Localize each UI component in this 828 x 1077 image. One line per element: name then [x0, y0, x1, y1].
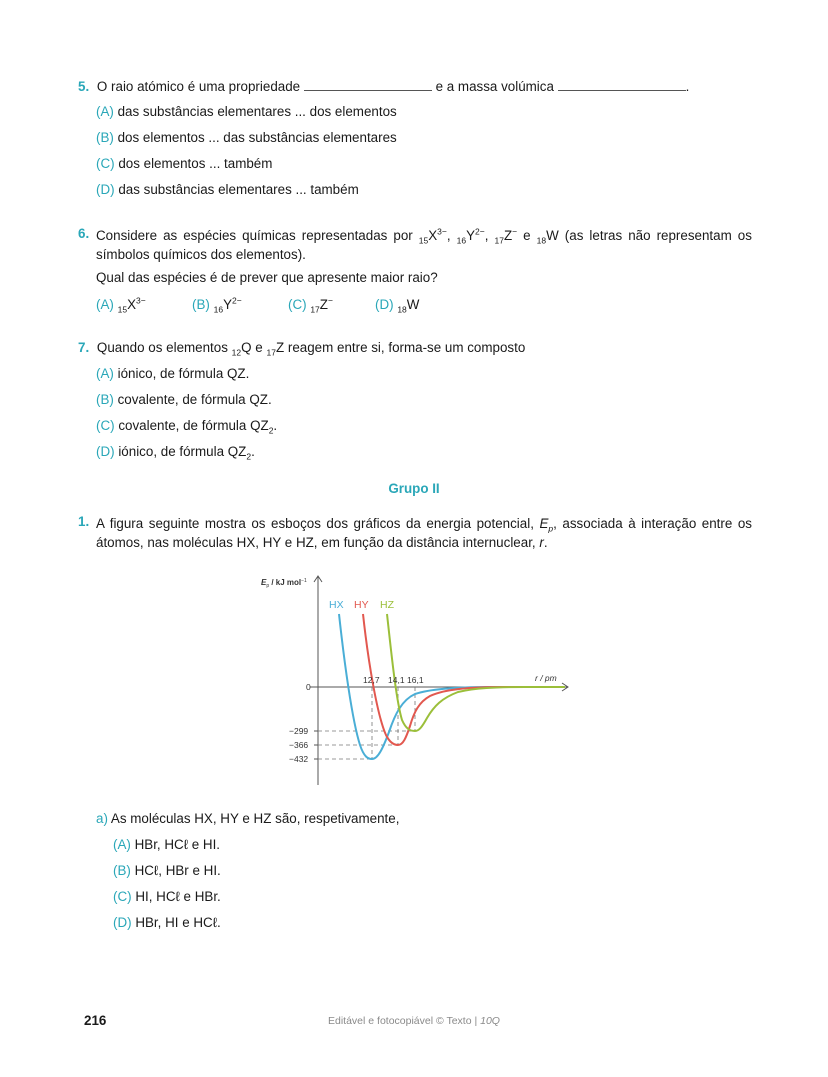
- legend-hy: HY: [354, 599, 369, 611]
- species-z: $_{17}$Z−: [494, 226, 518, 246]
- x-tick-12-7: 12,7: [363, 675, 380, 685]
- question-number: 6.: [78, 226, 90, 241]
- svg-text:Ep / kJ mol−1: $E_p$ / kJ mol$^{-1}$: [261, 578, 307, 589]
- q6-option-b: (B) $_{16}Y^{2-}$: [192, 295, 242, 315]
- y-tick-366: −366: [289, 740, 309, 750]
- question-6-stem: Considere as espécies químicas representadas por $_{15}X^{3-}$, $_{16}Y^{2-}$, $_{17}$Z− e $_{18}$W (as letras não representam os símbolos químicos dos elementos).: [96, 226, 752, 262]
- chart-ticks: [314, 731, 318, 759]
- q6-option-d: (D) $_{18}$W: [375, 297, 420, 315]
- q7-option-a: (A) iónico, de fórmula QZ.: [96, 366, 250, 381]
- option-text: dos elementos ... também: [118, 156, 273, 171]
- group2-question-1-stem: A figura seguinte mostra os esboços dos gráficos da energia potencial, $E_p$, associada à interação entre os átomos, nas moléculas HX, HY e HZ, em função da distância internuclear, r.: [96, 516, 752, 550]
- chart-y-label: [261, 578, 307, 589]
- subquestion-a-stem: a) As moléculas HX, HY e HZ são, respetivamente,: [96, 811, 400, 826]
- x-tick-14-1: 14,1: [388, 675, 405, 685]
- q7-option-c: (C) covalente, de fórmula $QZ_2$.: [96, 418, 278, 436]
- option-letter: (D): [96, 182, 115, 197]
- x-tick-16-1: 16,1: [407, 675, 424, 685]
- y-tick-299: −299: [289, 726, 309, 736]
- q6-option-a: (A) $_{15}X^{3-}$: [96, 295, 146, 315]
- y-tick-0: 0: [306, 682, 311, 692]
- sub-a-option-a: (A) HBr, HCℓ e HI.: [113, 837, 221, 852]
- q6-option-c: (C) $_{17}$Z−: [288, 295, 333, 315]
- question-text: (as letras não representam os símbolos químicos dos elementos).: [96, 228, 752, 262]
- sub-a-option-d: (D) HBr, HI e HCℓ.: [113, 915, 221, 930]
- chart-x-label: r / pm: [535, 673, 557, 683]
- sub-a-option-b: (B) HCℓ, HBr e HI.: [113, 863, 221, 878]
- question-6-prompt: Qual das espécies é de prever que apresente maior raio?: [96, 270, 438, 285]
- species-w: $_{18}$W: [536, 228, 559, 246]
- chart-axes: [310, 576, 568, 785]
- option-text: dos elementos ... das substâncias elementares: [117, 130, 397, 145]
- species-y: $_{16}Y^{2-}$: [456, 226, 485, 246]
- group-title: Grupo II: [388, 481, 440, 496]
- q7-option-d: (D) iónico, de fórmula $QZ_2$.: [96, 444, 255, 462]
- legend-hz: HZ: [380, 599, 394, 611]
- sub-a-option-c: (C) HI, HCℓ e HBr.: [113, 889, 221, 904]
- chart-guide-lines: [318, 687, 415, 759]
- question-text: Considere as espécies químicas representadas por: [96, 228, 413, 243]
- footer-copyright: Editável e fotocopiável © Texto | 10Q: [328, 1015, 500, 1027]
- question-number: 1.: [78, 514, 90, 529]
- q7-option-b: (B) covalente, de fórmula QZ.: [96, 392, 272, 407]
- punctuation: .: [685, 79, 690, 94]
- question-text: e a massa volúmica: [435, 79, 554, 94]
- question-number: 5.: [78, 79, 90, 94]
- option-letter: (A): [96, 104, 114, 119]
- question-text: O raio atómico é uma propriedade: [96, 79, 301, 94]
- question-number: 7.: [78, 340, 90, 355]
- option-letter: (C): [96, 156, 115, 171]
- option-text: das substâncias elementares ... dos elementos: [117, 104, 397, 119]
- subquestion-label: a): [96, 811, 108, 826]
- species-x: $_{15}X^{3-}$: [418, 226, 447, 246]
- option-letter: (B): [96, 130, 114, 145]
- legend-hx: HX: [329, 599, 344, 611]
- y-tick-432: −432: [289, 754, 309, 764]
- question-7-stem: 7. Quando os elementos $_{12}$Q e $_{17}$Z reagem entre si, forma-se um composto: [78, 340, 526, 358]
- option-text: das substâncias elementares ... também: [118, 182, 359, 197]
- page-number: 216: [84, 1013, 107, 1028]
